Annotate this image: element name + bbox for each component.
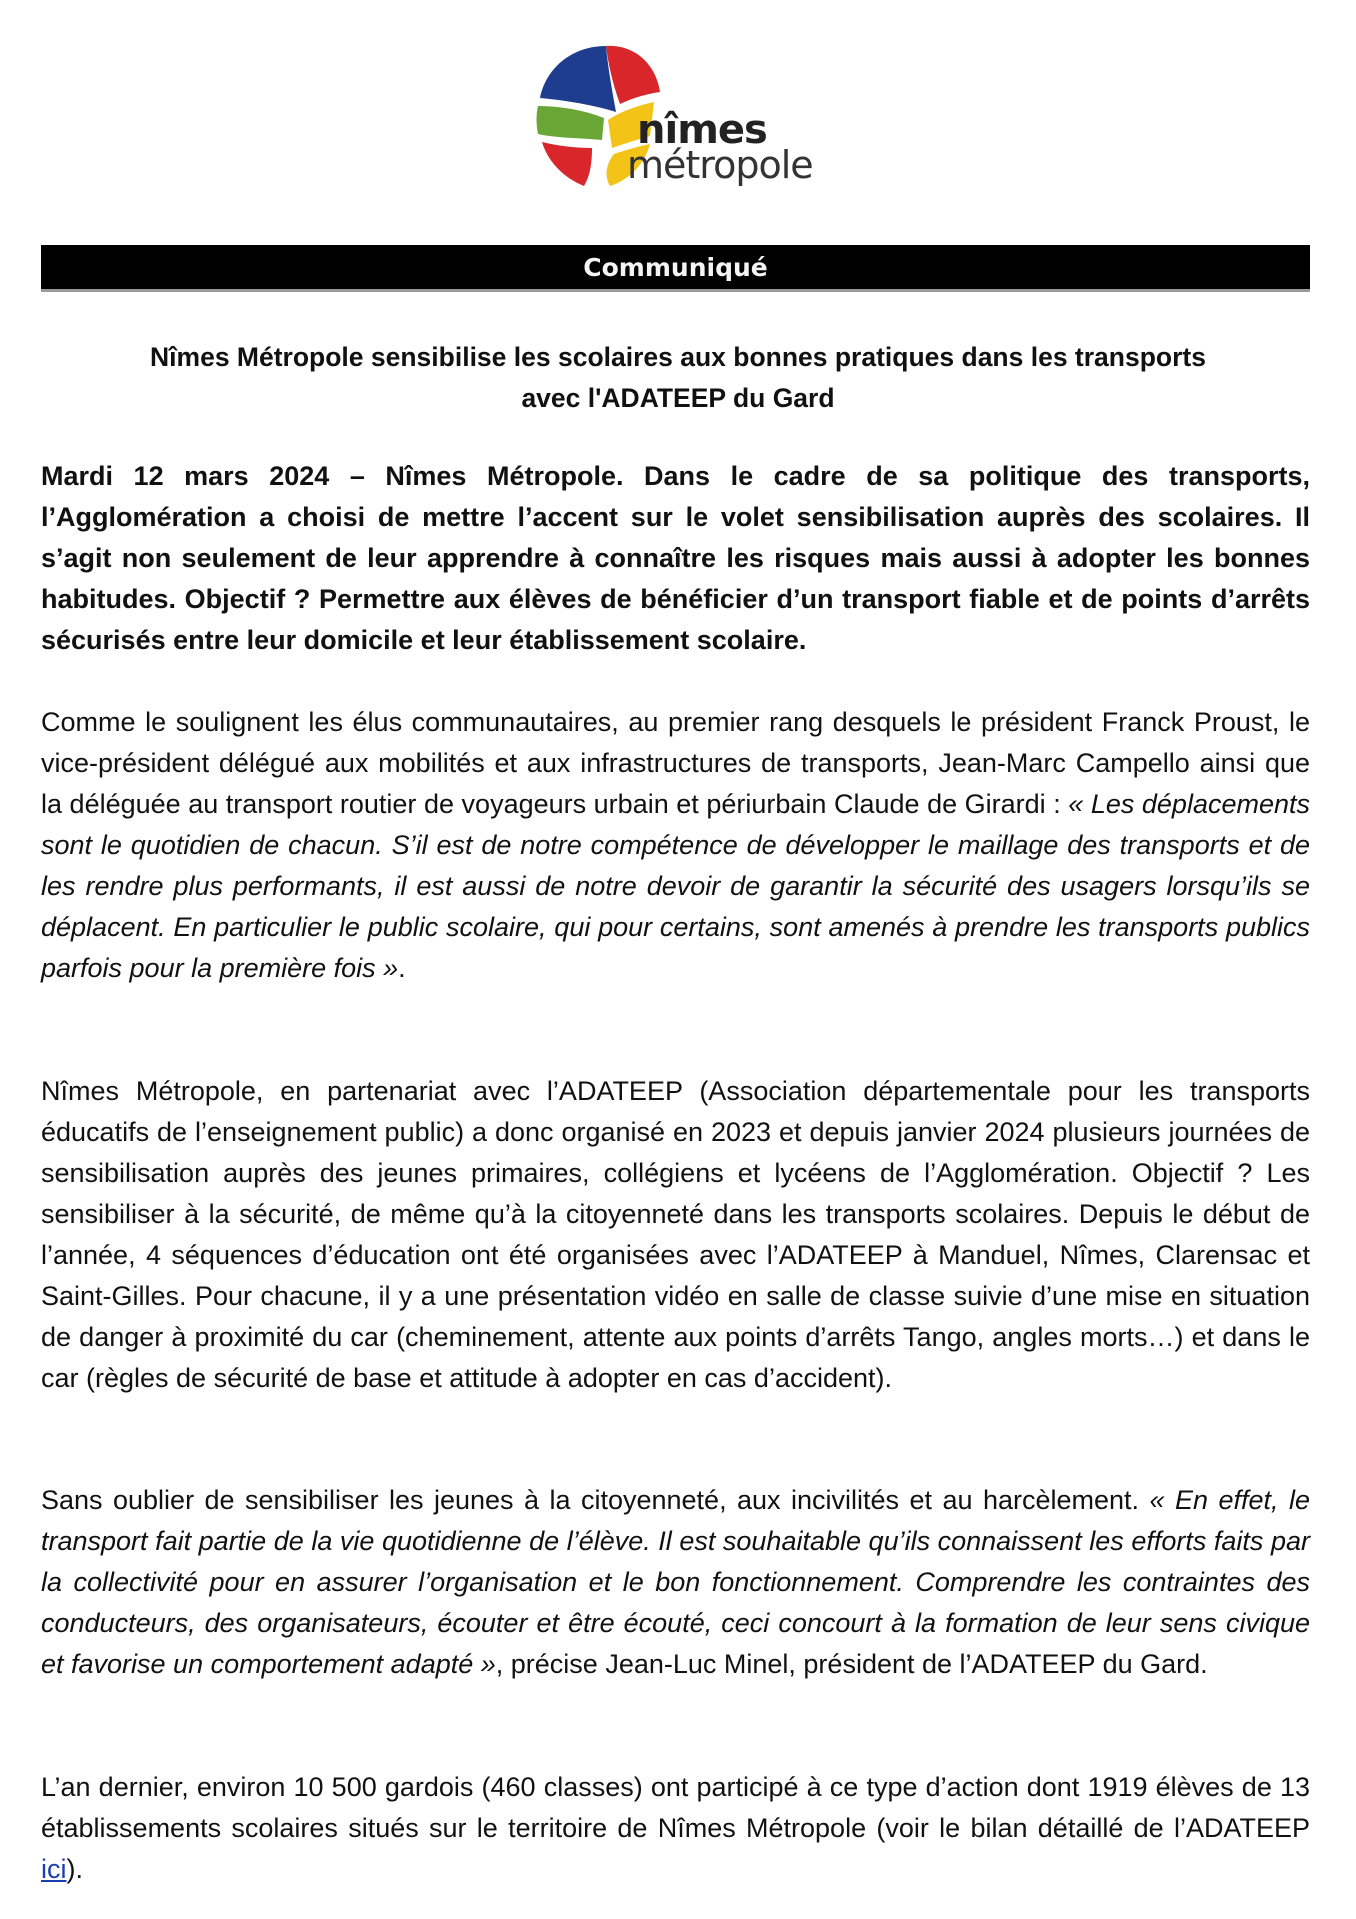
paragraph-citoyennete-end: , précise Jean-Luc Minel, président de l’ADATEEP du Gard. [495,1649,1208,1679]
paragraph-bilan-end: ). [66,1854,83,1884]
press-release-title [70,337,1286,419]
paragraph-bilan [41,1767,1310,1890]
lead-paragraph: Mardi 12 mars 2024 – Nîmes Métropole. Dans le cadre de sa politique des transports, l’Agglomération a choisi de mettre l’accent sur le volet sensibilisation auprès des scolaires. Il s’agit non seulement de leur apprendre à connaître les risques mais aussi à adopter les bonnes habitudes. Objectif ? Permettre aux élèves de bénéficier d’un transport fiable et de points d’arrêts sécurisés entre leur domicile et leur établissement scolaire. [41,461,1310,655]
nimes-metropole-logo [532,40,832,190]
paragraph-citoyennete [41,1480,1310,1685]
banner-label: Communiqué [583,252,768,282]
paragraph-bilan-text: L’an dernier, environ 10 500 gardois (460 classes) ont participé à ce type d’action dont 1919 élèves de 13 établissements scolaires situés sur le territoire de Nîmes Métropole (voir le bilan détaillé de l’ADATEEP [41,1772,1310,1843]
quote-adateep: « En effet, le transport fait partie de la vie quotidienne de l’élève. Il est souhaitable qu’ils connaissent les efforts faits par la collectivité pour en assurer l’organisation et le bon fonctionnement. Comprendre les contraintes des conducteurs, des organisateurs, écouter et être écouté, ceci concourt à la formation de leur sens civique et favorise un comportement adapté » [41,1485,1310,1679]
communique-banner [41,245,1310,292]
title-line2: avec l'ADATEEP du Gard [521,383,835,413]
paragraph-elus-intro: Comme le soulignent les élus communautaires, au premier rang desquels le président Franck Proust, le vice-président délégué aux mobilités et aux infrastructures de transports, Jean-Marc Campello ainsi que la déléguée au transport routier de voyageurs urbain et périurbain Claude de Girardi : [41,707,1310,819]
bilan-link[interactable]: ici [41,1854,67,1884]
paragraph-partenariat: Nîmes Métropole, en partenariat avec l’ADATEEP (Association départementale pour les transports éducatifs de l’enseignement public) a donc organisé en 2023 et depuis janvier 2024 plusieurs journées de sensibilisation auprès des jeunes primaires, collégiens et lycéens de l’Agglomération. Objectif ? Les sensibiliser à la sécurité, de même qu’à la citoyenneté dans les transports scolaires. Depuis le début de l’année, 4 séquences d’éducation ont été organisées avec l’ADATEEP à Manduel, Nîmes, Clarensac et Saint-Gilles. Pour chacune, il y a une présentation vidéo en salle de classe suivie d’une mise en situation de danger à proximité du car (cheminement, attente aux points d’arrêts Tango, angles morts…) et dans le car (règles de sécurité de base et attitude à adopter en cas d’accident). [41,1076,1310,1393]
quote-elus: « Les déplacements sont le quotidien de chacun. S’il est de notre compétence de développer le maillage des transports et de les rendre plus performants, il est aussi de notre devoir de garantir la sécurité des usagers lorsqu’ils se déplacent. En particulier le public scolaire, qui pour certains, sont amenés à prendre les transports publics parfois pour la première fois » [41,789,1310,983]
logo-line1: nîmes [637,107,767,153]
title-line1: Nîmes Métropole sensibilise les scolaires aux bonnes pratiques dans les transports [150,342,1206,372]
logo-line2: métropole [627,143,813,187]
paragraph-elus [41,702,1310,989]
paragraph-elus-end: . [398,953,406,983]
paragraph-citoyennete-intro: Sans oublier de sensibiliser les jeunes à la citoyenneté, aux incivilités et au harcèlement. [41,1485,1150,1515]
